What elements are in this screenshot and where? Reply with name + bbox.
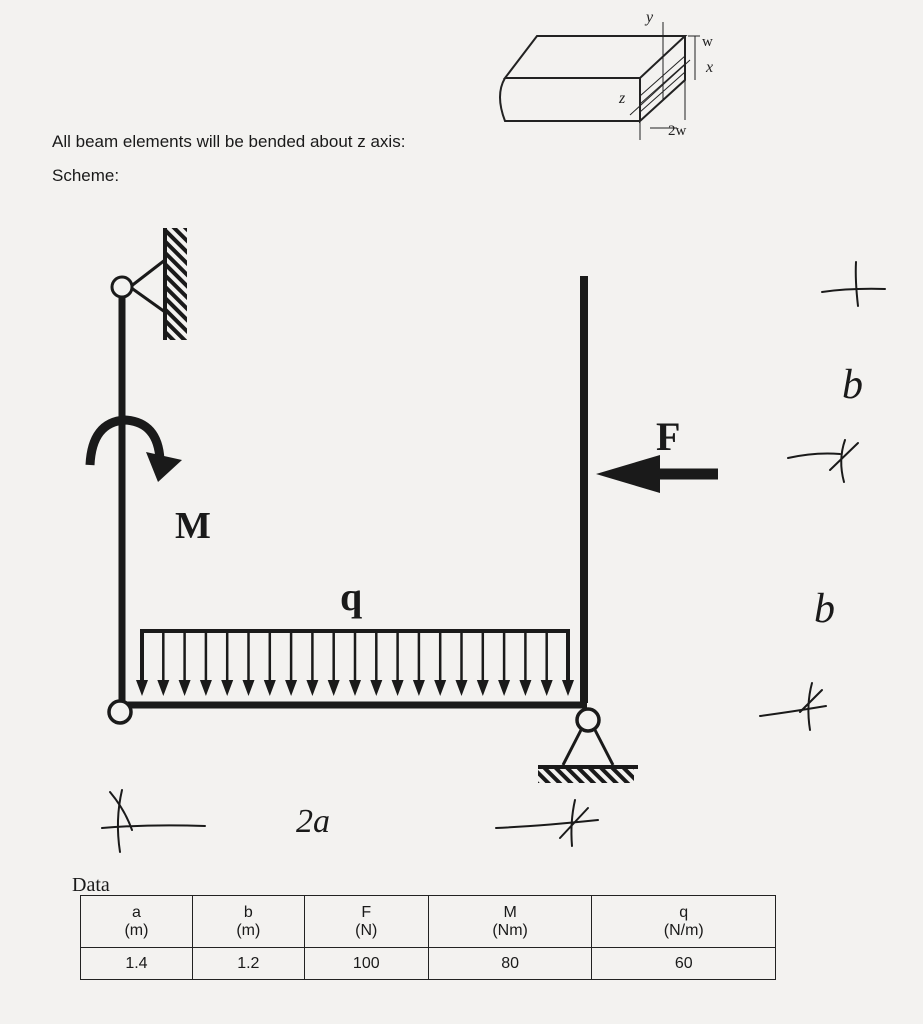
load-arrow-head bbox=[349, 680, 361, 696]
load-arrow-head bbox=[434, 680, 446, 696]
column-name: M bbox=[503, 903, 517, 921]
force-label: F bbox=[656, 414, 681, 459]
table-value-cell: 100 bbox=[304, 948, 428, 980]
load-arrow-head bbox=[328, 680, 340, 696]
handwritten-b-upper: b bbox=[842, 362, 863, 408]
data-table bbox=[80, 895, 776, 980]
load-arrow-head bbox=[392, 680, 404, 696]
cross-section-axis-z: z bbox=[619, 90, 626, 107]
handwritten-marks-right bbox=[760, 262, 885, 730]
column-name: b bbox=[243, 903, 253, 921]
cross-section-width-label: 2w bbox=[668, 123, 687, 139]
load-label: q bbox=[340, 574, 363, 619]
load-arrow-head bbox=[541, 680, 553, 696]
bottom-pin-support bbox=[538, 709, 638, 783]
force-arrow bbox=[596, 455, 718, 493]
load-arrow-head bbox=[179, 680, 191, 696]
column-name: F bbox=[361, 903, 372, 921]
handwritten-2a: 2a bbox=[296, 803, 330, 840]
cross-section-axis-y: y bbox=[646, 9, 654, 26]
moment-arrow bbox=[90, 420, 182, 482]
table-header-cell bbox=[592, 896, 776, 948]
load-arrow-head bbox=[221, 680, 233, 696]
data-title: Data bbox=[72, 874, 110, 896]
table-value-cell: 1.4 bbox=[81, 948, 193, 980]
distributed-load bbox=[136, 631, 574, 696]
handwritten-b-lower: b bbox=[814, 586, 835, 632]
load-arrow-head bbox=[306, 680, 318, 696]
column-unit: (m) bbox=[236, 921, 261, 939]
load-arrow-head bbox=[413, 680, 425, 696]
table-value-cell: 60 bbox=[592, 948, 776, 980]
table-header-cell bbox=[428, 896, 592, 948]
load-arrow-head bbox=[370, 680, 382, 696]
load-arrow-head bbox=[136, 680, 148, 696]
load-arrow-head bbox=[157, 680, 169, 696]
column-unit: (N) bbox=[355, 921, 378, 939]
load-arrow-head bbox=[243, 680, 255, 696]
handwritten-marks-bottom bbox=[102, 790, 598, 852]
scheme-label: Scheme: bbox=[52, 166, 120, 185]
load-arrow-head bbox=[477, 680, 489, 696]
table-header-cell bbox=[192, 896, 304, 948]
column-unit: (N/m) bbox=[663, 921, 704, 939]
moment-label: M bbox=[175, 505, 211, 547]
table-value-cell: 1.2 bbox=[192, 948, 304, 980]
cross-section-axis-x: x bbox=[706, 59, 714, 76]
column-name: q bbox=[679, 903, 689, 921]
column-name: a bbox=[131, 903, 141, 921]
problem-statement: All beam elements will be bended about z axis: bbox=[52, 132, 406, 151]
left-hinge bbox=[109, 701, 131, 723]
table-header-cell bbox=[304, 896, 428, 948]
cross-section-height-label: w bbox=[702, 34, 713, 50]
column-unit: (m) bbox=[124, 921, 149, 939]
load-arrow-head bbox=[200, 680, 212, 696]
table-header-cell bbox=[81, 896, 193, 948]
load-arrow-head bbox=[562, 680, 574, 696]
load-arrow-head bbox=[519, 680, 531, 696]
load-arrow-head bbox=[498, 680, 510, 696]
table-value-cell: 80 bbox=[428, 948, 592, 980]
column-unit: (Nm) bbox=[492, 921, 528, 939]
load-arrow-head bbox=[456, 680, 468, 696]
load-arrow-head bbox=[264, 680, 276, 696]
load-arrow-head bbox=[285, 680, 297, 696]
